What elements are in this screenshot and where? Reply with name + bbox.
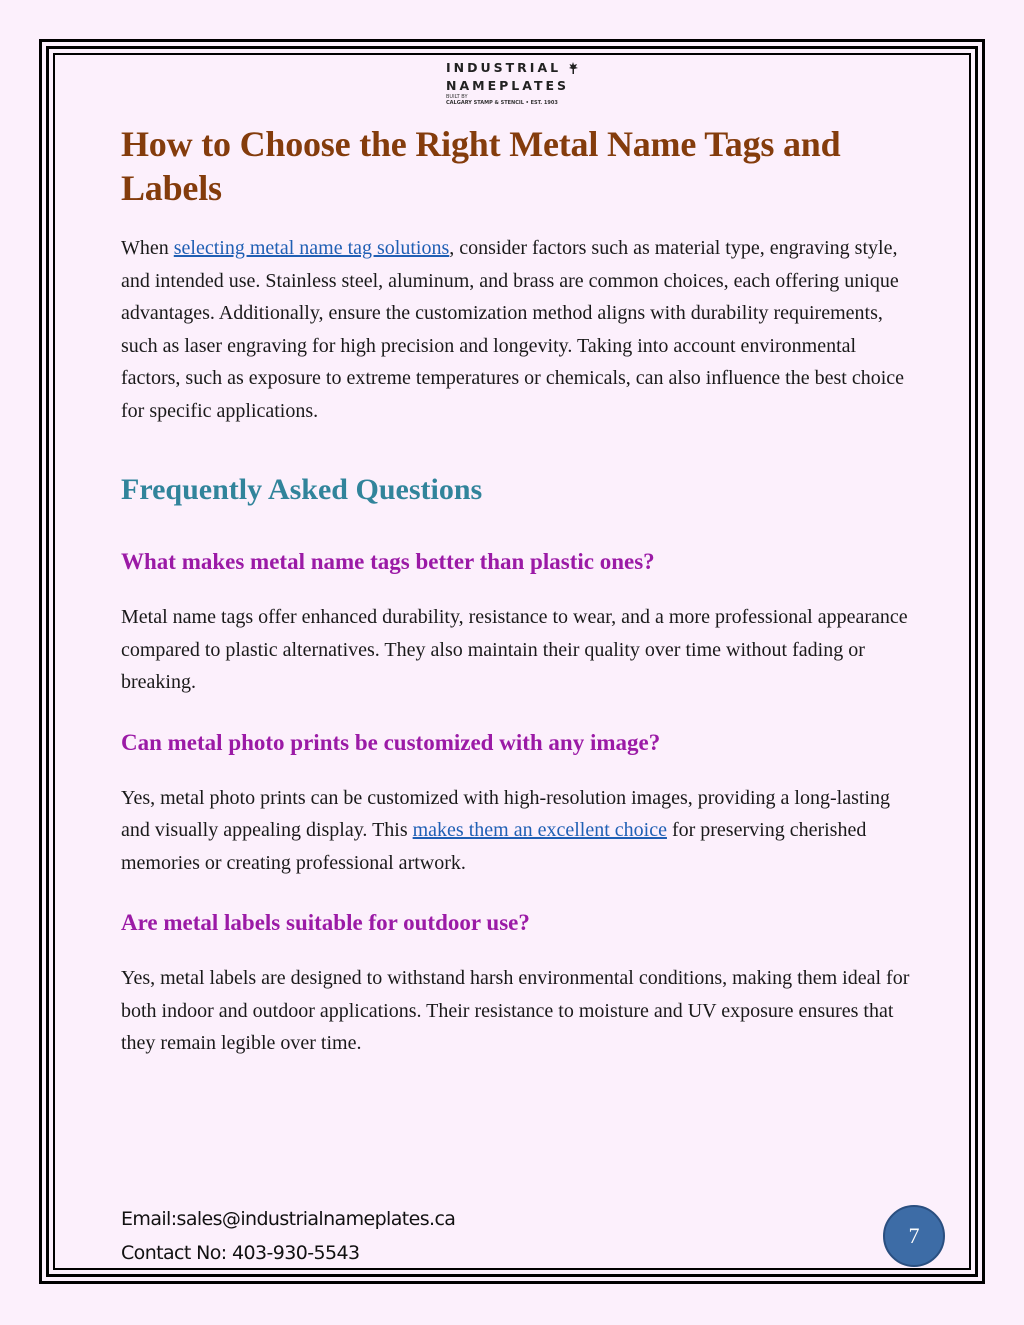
logo-line-1: INDUSTRIAL [446,60,562,75]
company-logo [444,60,584,110]
metal-name-tag-link[interactable]: selecting metal name tag solutions [173,237,450,259]
answer-2-text-start: Yes, metal photo prints can be customized with high-resolution images, providing a long-lasting and visually appealing display. This [121,786,890,841]
intro-text-end: , consider factors such as material type, engraving style, and intended use. Stainless steel, aluminum, and brass are common choices, each offering unique advantages. Additionally, ensure the customization method aligns with durability requirements, such as laser engraving for high precision and longevity. Taking into account environmental factors, such as exposure to extreme temperatures or chemicals, can also influence the best choice for specific applications. [121,237,905,422]
answer-2-text-end: for preserving cherished memories or creating professional artwork. [121,819,867,874]
logo-line-2: NAMEPLATES [446,78,570,93]
faq-answer-3: Yes, metal labels are designed to withstand harsh environmental conditions, making them ideal for both indoor and outdoor applications. Their resistance to moisture and UV exposure ensures that they remain legible over time. [121,967,910,1054]
article-title: How to Choose the Right Metal Name Tags and Labels [121,124,841,208]
faq-answer-1: Metal name tags offer enhanced durability, resistance to wear, and a more professional appearance compared to plastic alternatives. They also maintain their quality over time without fading or breaking. [121,606,908,693]
footer-contact [121,1202,455,1270]
faq-answer-2 [121,782,911,880]
page-number-badge: 7 [883,1205,945,1267]
page-content [121,122,911,1060]
faq-question-2: Can metal photo prints be customized with any image? [121,729,661,755]
intro-text-start: When [121,237,174,259]
footer-email: Email:sales@industrialnameplates.ca [121,1208,456,1230]
faq-heading: Frequently Asked Questions [121,473,483,506]
intro-paragraph [121,232,911,427]
footer-phone: Contact No: 403-930-5543 [121,1242,360,1264]
logo-line-4: CALGARY STAMP & STENCIL • EST. 1903 [446,100,558,106]
maple-leaf-icon [568,62,578,74]
logo-line-3: BUILT BY [446,94,468,100]
excellent-choice-link[interactable]: makes them an excellent choice [412,819,667,841]
faq-question-1: What makes metal name tags better than plastic ones? [121,549,655,574]
faq-question-3: Are metal labels suitable for outdoor use? [121,910,530,935]
